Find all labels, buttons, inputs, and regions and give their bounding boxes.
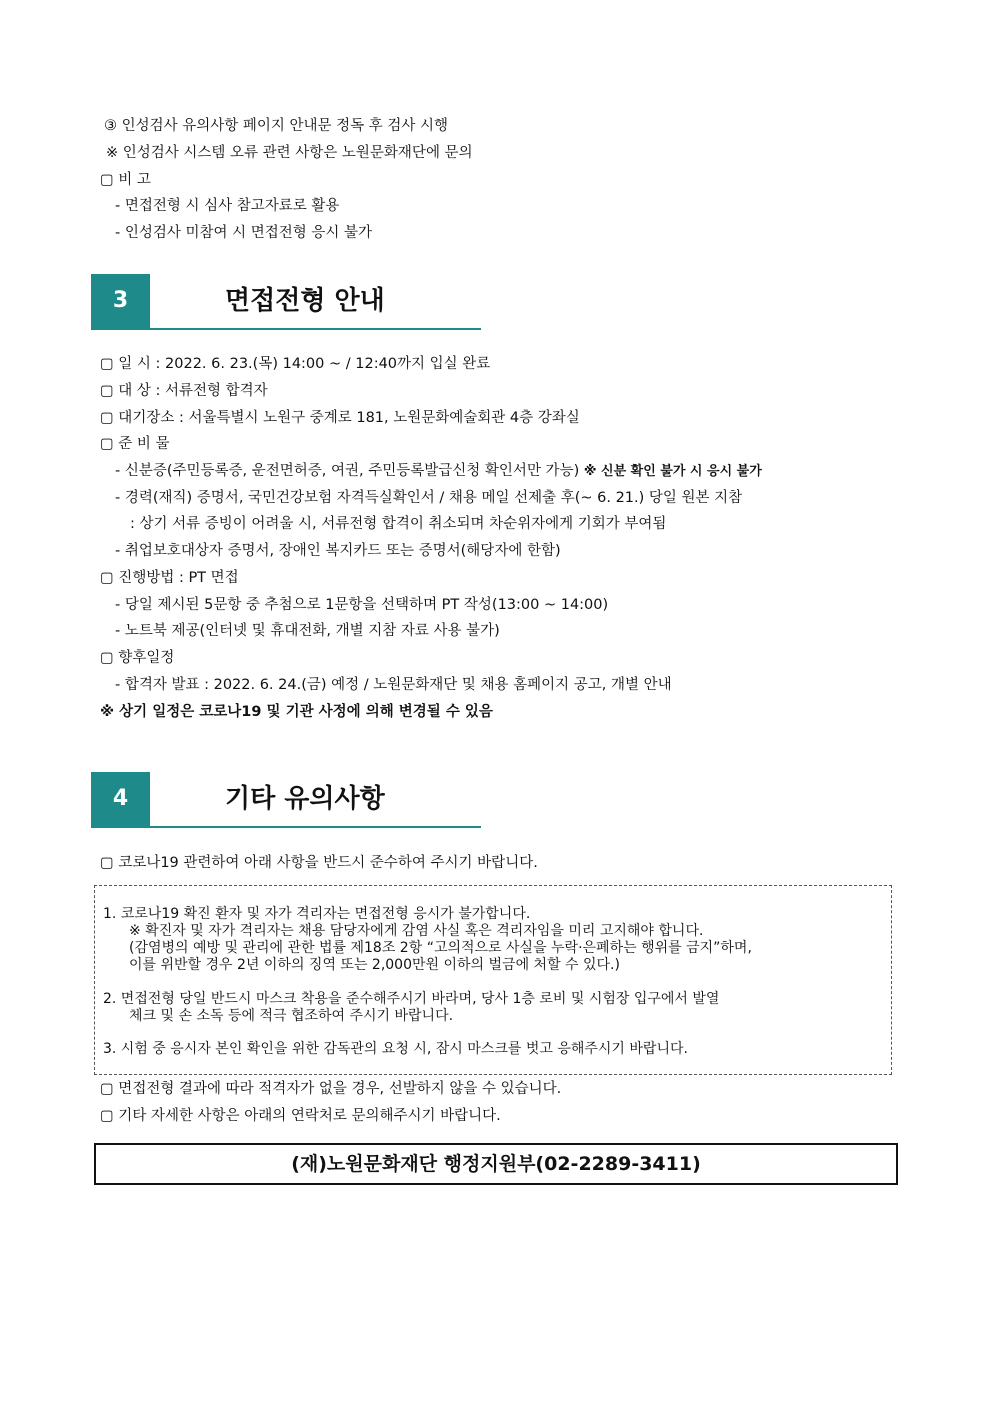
covid-notice-box — [94, 885, 892, 1075]
materials-item-text: - 신분증(주민등록증, 운전면허증, 여권, 주민등록발급신청 확인서만 가능) — [115, 463, 580, 479]
section-divider — [91, 328, 150, 330]
section-number: 3 — [91, 274, 150, 328]
materials-heading: ▢ 준 비 물 — [100, 436, 170, 452]
notice-item: 2. 면접전형 당일 반드시 마스크 착용을 준수해주시기 바라며, 당사 1층 로비 및 시험장 입구에서 발열 — [103, 991, 720, 1007]
target-line: ▢ 대 상 : 서류전형 합격자 — [100, 383, 268, 399]
materials-item — [115, 462, 762, 481]
result-line: ▢ 면접전형 결과에 따라 적격자가 없을 경우, 선발하지 않을 수 있습니다. — [100, 1081, 562, 1097]
section-divider — [150, 826, 481, 828]
notice-item: 1. 코로나19 확진 환자 및 자가 격리자는 면접전형 응시가 불가합니다. — [103, 906, 531, 922]
schedule-change-note: ※ 상기 일정은 코로나19 및 기관 사정에 의해 변경될 수 있음 — [100, 704, 493, 720]
section-title: 면접전형 안내 — [225, 286, 385, 316]
location-line: ▢ 대기장소 : 서울특별시 노원구 중계로 181, 노원문화예술회관 4층 강좌실 — [100, 410, 580, 426]
section-divider — [150, 328, 481, 330]
future-heading: ▢ 향후일정 — [100, 650, 175, 666]
inquiry-line: ▢ 기타 자세한 사항은 아래의 연락처로 문의해주시기 바랍니다. — [100, 1108, 501, 1124]
notice-item: 3. 시험 중 응시자 본인 확인을 위한 감독관의 요청 시, 잠시 마스크를 벗고 응해주시기 바랍니다. — [103, 1041, 688, 1057]
note-line: ※ 인성검사 시스템 오류 관련 사항은 노원문화재단에 문의 — [106, 145, 473, 161]
materials-warning: ※ 신분 확인 불가 시 응시 불가 — [583, 464, 762, 479]
remarks-heading: ▢ 비 고 — [100, 172, 151, 188]
notice-item: (감염병의 예방 및 관리에 관한 법률 제18조 2항 “고의적으로 사실을 누락·은폐하는 행위를 금지”하며, — [129, 940, 752, 956]
notice-item: 이를 위반할 경우 2년 이하의 징역 또는 2,000만원 이하의 벌금에 처할 수 있다.) — [129, 957, 620, 973]
covid-heading: ▢ 코로나19 관련하여 아래 사항을 반드시 준수하여 주시기 바랍니다. — [100, 855, 538, 871]
section-3-header — [91, 274, 481, 330]
notice-item: ※ 확진자 및 자가 격리자는 채용 담당자에게 감염 사실 혹은 격리자임을 미리 고지해야 합니다. — [129, 923, 704, 939]
section-divider — [91, 826, 150, 828]
contact-box: (재)노원문화재단 행정지원부(02-2289-3411) — [94, 1143, 898, 1185]
materials-item: - 취업보호대상자 증명서, 장애인 복지카드 또는 증명서(해당자에 한함) — [115, 543, 561, 559]
step-3-line: ③ 인성검사 유의사항 페이지 안내문 정독 후 검사 시행 — [104, 118, 449, 134]
future-item: - 합격자 발표 : 2022. 6. 24.(금) 예정 / 노원문화재단 및 채용 홈페이지 공고, 개별 안내 — [115, 677, 672, 693]
notice-item: 체크 및 손 소독 등에 적극 협조하여 주시기 바랍니다. — [129, 1008, 454, 1024]
section-title: 기타 유의사항 — [225, 784, 385, 814]
remarks-item: - 인성검사 미참여 시 면접전형 응시 불가 — [115, 225, 372, 241]
method-item: - 노트북 제공(인터넷 및 휴대전화, 개별 지참 자료 사용 불가) — [115, 623, 500, 639]
method-item: - 당일 제시된 5문항 중 추첨으로 1문항을 선택하며 PT 작성(13:00 ~ 14:00) — [115, 597, 609, 613]
section-4-header — [91, 772, 481, 828]
materials-note: : 상기 서류 증빙이 어려울 시, 서류전형 합격이 취소되며 차순위자에게 기회가 부여됨 — [130, 516, 667, 532]
schedule-line: ▢ 일 시 : 2022. 6. 23.(목) 14:00 ~ / 12:40까지 입실 완료 — [100, 356, 491, 372]
remarks-item: - 면접전형 시 심사 참고자료로 활용 — [115, 198, 340, 214]
method-heading: ▢ 진행방법 : PT 면접 — [100, 570, 239, 586]
materials-item: - 경력(재직) 증명서, 국민건강보험 자격득실확인서 / 채용 메일 선제출 후(~ 6. 21.) 당일 원본 지참 — [115, 490, 743, 506]
section-number: 4 — [91, 772, 150, 826]
